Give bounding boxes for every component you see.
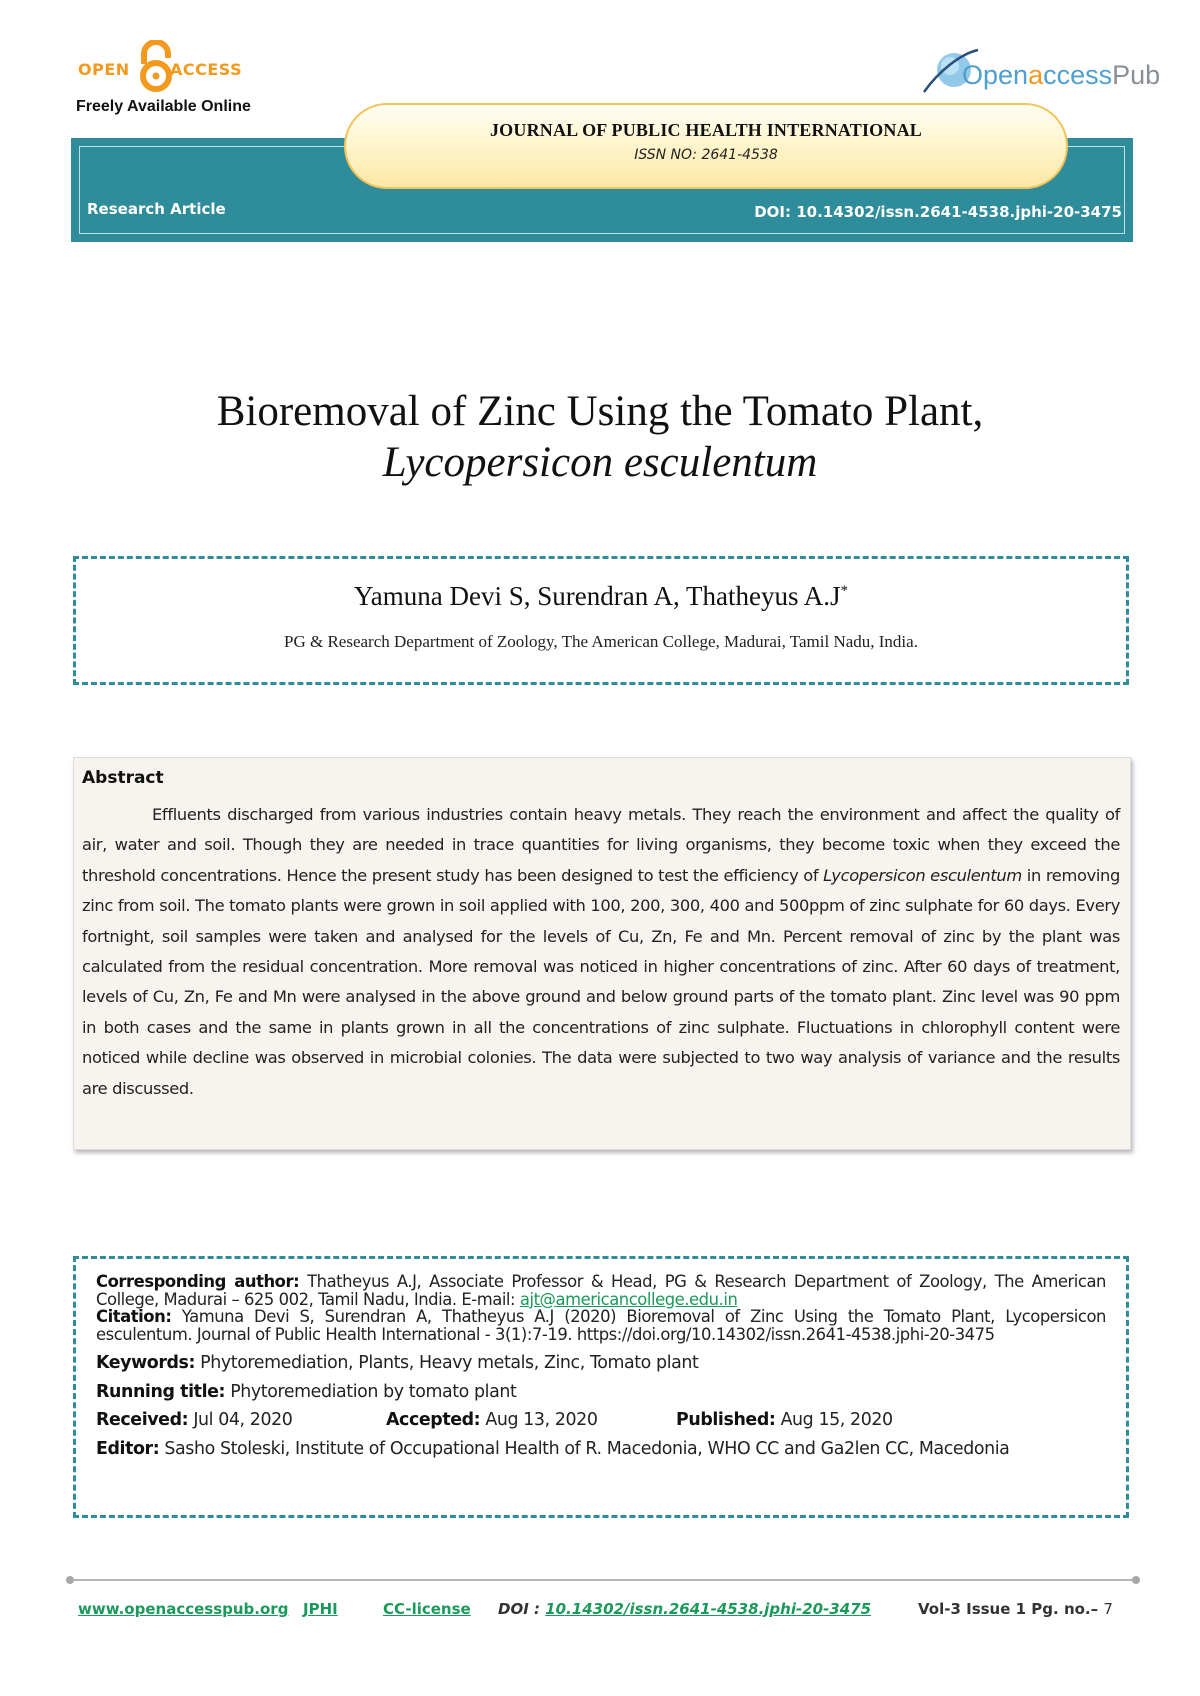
author-names: Yamuna Devi S, Surendran A, Thatheyus A.J [354,581,841,611]
journal-name: JOURNAL OF PUBLIC HEALTH INTERNATIONAL [489,120,922,140]
accepted-text: Aug 13, 2020 [480,1410,598,1431]
running-title-text: Phytoremediation by tomato plant [225,1381,517,1402]
published-date [676,1406,893,1435]
author-affiliation: PG & Research Department of Zoology, The American College, Madurai, Tamil Nadu, India. [284,632,918,651]
citation-text: Yamuna Devi S, Surendran A, Thatheyus A.J (2020) Bioremoval of Zinc Using the Tomato Plant, Lycopersicon esculentum. Journal of Public Health International - 3(1):7-19. https://doi.org/10.14302/issn.2641-4538.jphi-20-3475 [96,1307,1106,1344]
published-label: Published: [676,1410,776,1431]
publisher-logo-pen: pen [983,60,1029,90]
header-doi: DOI: 10.14302/issn.2641-4538.jphi-20-3475 [754,203,1122,221]
citation-label: Citation: [96,1307,172,1327]
publisher-logo-pub: Pub [1112,60,1161,90]
volume-label: Vol-3 Issue 1 Pg. no.– [918,1600,1104,1618]
abstract-text-part-2: in removing zinc from soil. The tomato plants were grown in soil applied with 100, 200, 300, 400 and 500ppm of zinc sulphate for 60 days. Every fortnight, soil samples were taken and analysed for the levels of Cu, Zn, Fe and Mn. Percent removal of zinc by the plant was calculated from the residual concentration. More removal was noticed in higher concentrations of zinc. After 60 days of treatment, levels of Cu, Zn, Fe and Mn were analysed in the above ground and below ground parts of the tomato plant. Zinc level was 90 ppm in both cases and the same in plants grown in all the concentrations of zinc sulphate. Fluctuations in chlorophyll content were noticed while decline was observed in microbial colonies. The data were subjected to two way analysis of variance and the results are discussed. [82,865,1121,1098]
email-link[interactable]: ajt@americancollege.edu.in [519,1289,738,1309]
publisher-logo-ccess: ccess [1043,60,1113,90]
open-access-word-open: OPEN [78,60,130,79]
corresponding-author-label: Corresponding author: [96,1272,300,1291]
abstract-box [73,757,1131,1150]
abstract-text [82,800,1120,1104]
abstract-species-name: Lycopersicon esculentum [823,865,1022,885]
citation [96,1308,1106,1343]
running-title-label: Running title: [96,1381,226,1402]
page-number: 7 [1103,1600,1113,1618]
footer-divider-right-dot [1132,1576,1140,1584]
journal-title-pill [344,103,1068,189]
footer-doi-label: DOI : [498,1600,546,1618]
author-list [76,581,1126,612]
footer-divider-left-dot [66,1576,74,1584]
volume-info [918,1600,1113,1618]
freely-available-label: Freely Available Online [76,98,251,115]
corresponding-mark: * [840,583,848,599]
editor-label: Editor: [96,1438,160,1459]
received-date [96,1406,386,1435]
author-box [73,556,1129,685]
open-access-word-access: ACCESS [170,60,243,79]
journal-issn: ISSN NO: 2641-4538 [634,147,778,163]
journal-abbr-link[interactable]: JPHI [303,1600,338,1618]
accepted-label: Accepted: [386,1410,481,1431]
received-label: Received: [96,1410,189,1431]
dates-row [96,1406,1106,1435]
article-type-label: Research Article [87,200,226,218]
corresponding-author-text: Thatheyus A.J, Associate Professor & Head, PG & Research Department of Zoology, The American College, Madurai – 625 002, Tamil Nadu, India. E-mail: [96,1272,1106,1309]
abstract-text-part-1: Effluents discharged from various industries contain heavy metals. They reach the environment and affect the quality of air, water and soil. Though they are needed in trace quantities for living organisms, they become toxic when they exceed the threshold concentrations. Hence the present study has been designed to test the efficiency of [82,805,1120,885]
cc-license-link[interactable]: CC-license [383,1600,471,1618]
title-line-1: Bioremoval of Zinc Using the Tomato Plant, [216,388,984,435]
openaccesspub-logo: OpenaccessPub [920,42,1130,102]
keywords-label: Keywords: [96,1353,196,1374]
article-info-box [73,1256,1129,1518]
website-link[interactable]: www.openaccesspub.org [78,1600,289,1618]
corresponding-author [96,1273,1106,1308]
keywords-text: Phytoremediation, Plants, Heavy metals, Zinc, Tomato plant [195,1353,699,1374]
footer-doi-link[interactable]: 10.14302/issn.2641-4538.jphi-20-3475 [545,1600,872,1618]
published-text: Aug 15, 2020 [775,1410,893,1431]
footer-divider [70,1579,1136,1581]
footer-doi [498,1600,871,1618]
article-title [0,388,1200,487]
abstract-heading: Abstract [82,768,164,788]
keywords [96,1349,1106,1378]
editor [96,1435,1106,1464]
running-title [96,1378,1106,1407]
received-text: Jul 04, 2020 [188,1410,293,1431]
editor-text: Sasho Stoleski, Institute of Occupational Health of R. Macedonia, WHO CC and Ga2len CC, Macedonia [159,1438,1010,1459]
open-access-logo [78,40,258,92]
accepted-date [386,1406,676,1435]
title-line-2: Lycopersicon esculentum [382,439,818,487]
